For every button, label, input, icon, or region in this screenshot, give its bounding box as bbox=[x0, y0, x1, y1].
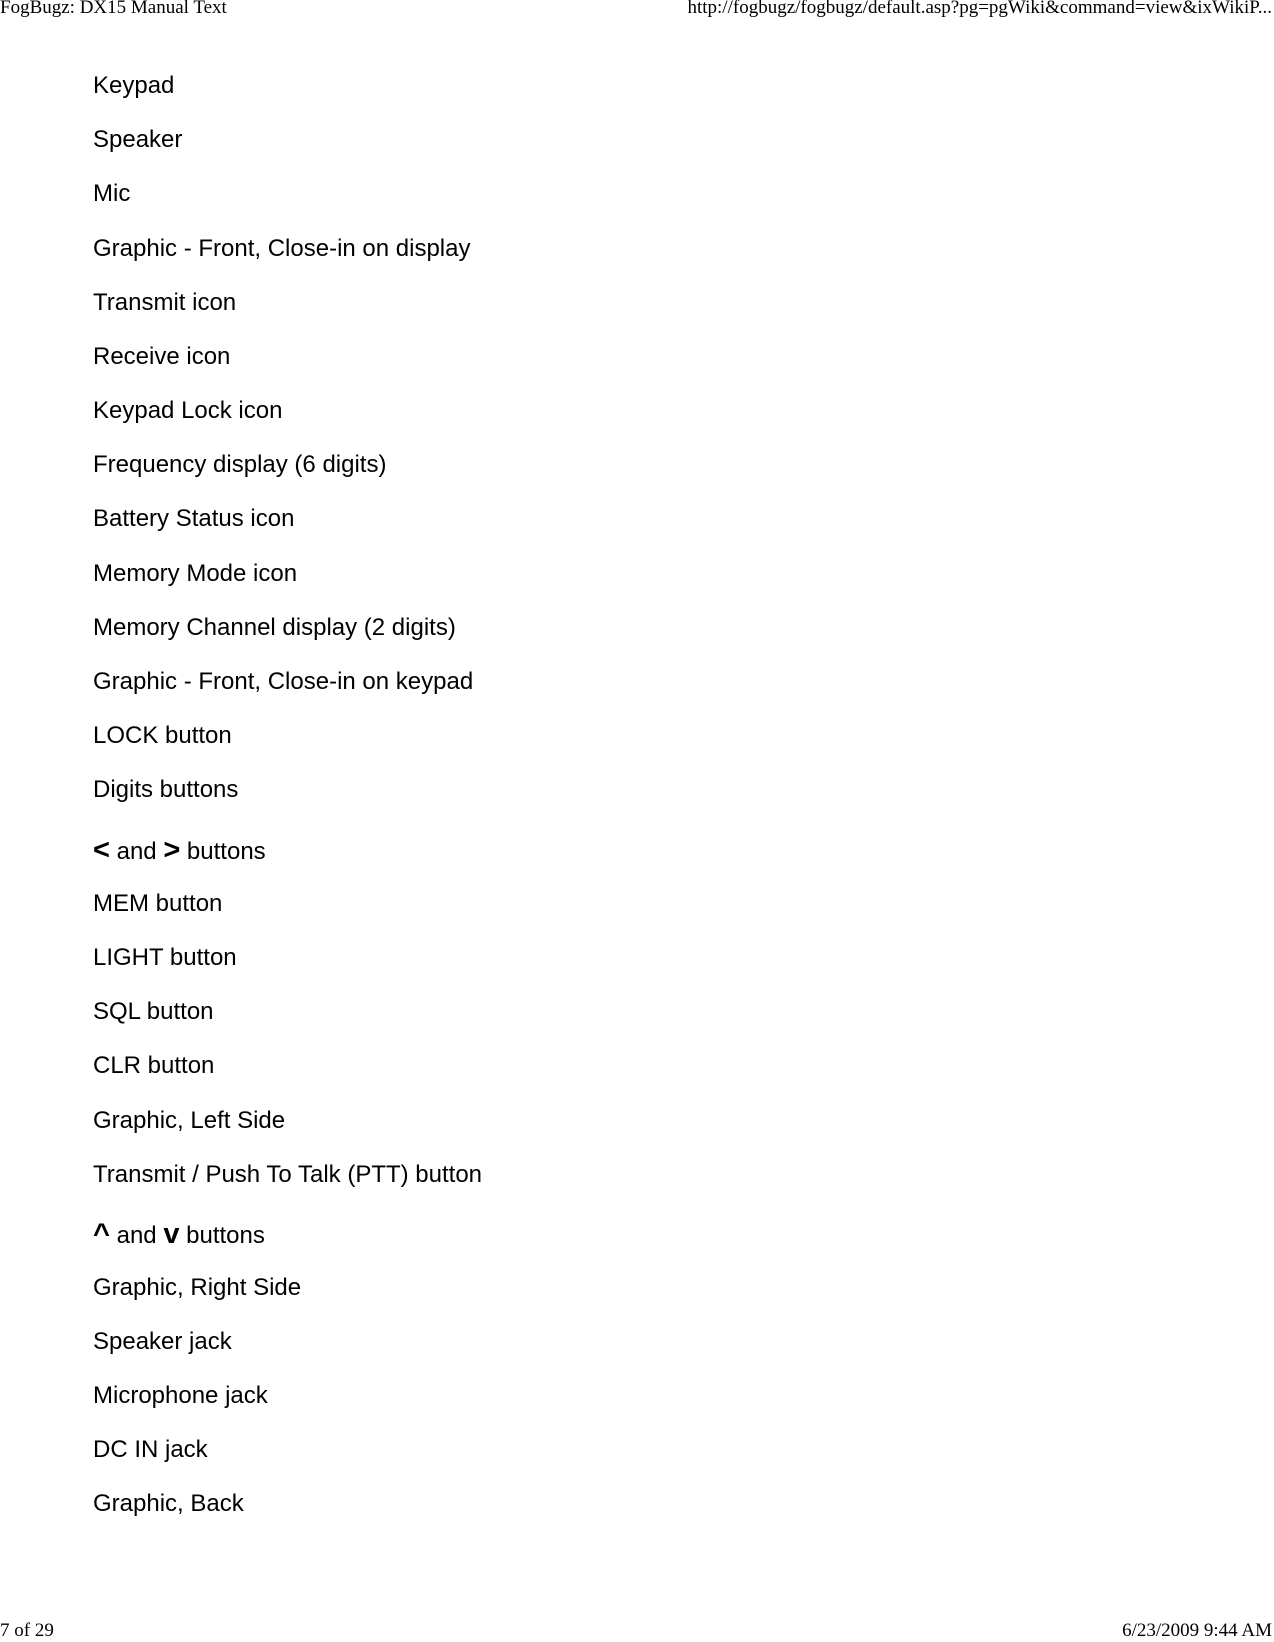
print-header bbox=[0, 0, 1274, 19]
right-arrow-symbol: > bbox=[163, 834, 181, 866]
list-item: MEM button bbox=[93, 890, 223, 917]
list-item: Graphic, Left Side bbox=[93, 1107, 286, 1134]
buttons-text: buttons bbox=[179, 1222, 265, 1249]
list-item: LOCK button bbox=[93, 722, 232, 749]
list-item: DC IN jack bbox=[93, 1436, 208, 1463]
buttons-text: buttons bbox=[180, 838, 266, 865]
list-item: Graphic - Front, Close-in on keypad bbox=[93, 668, 474, 695]
list-item: Battery Status icon bbox=[93, 505, 295, 532]
left-arrow-symbol: < bbox=[93, 834, 110, 866]
and-text: and bbox=[109, 1222, 164, 1249]
list-item: Digits buttons bbox=[93, 776, 239, 803]
down-arrow-symbol: v bbox=[163, 1218, 180, 1250]
list-item: Keypad bbox=[93, 72, 175, 99]
list-item: Speaker jack bbox=[93, 1328, 232, 1355]
list-item: Mic bbox=[93, 180, 131, 207]
and-text: and bbox=[109, 838, 164, 865]
list-item: Graphic, Back bbox=[93, 1490, 244, 1517]
list-item: Graphic - Front, Close-in on display bbox=[93, 235, 471, 262]
list-item: Memory Mode icon bbox=[93, 560, 298, 587]
list-item: LIGHT button bbox=[93, 944, 237, 971]
list-item: SQL button bbox=[93, 998, 214, 1025]
list-item: Transmit icon bbox=[93, 289, 237, 316]
list-item: Frequency display (6 digits) bbox=[93, 451, 387, 478]
page-url: http://fogbugz/fogbugz/default.asp?pg=pgWiki&command=view&ixWikiP... bbox=[687, 0, 1272, 18]
list-item: Speaker bbox=[93, 126, 183, 153]
list-item-up-down-buttons bbox=[93, 1219, 265, 1249]
list-item: Keypad Lock icon bbox=[93, 397, 283, 424]
print-footer bbox=[0, 1620, 1274, 1642]
list-item: Transmit / Push To Talk (PTT) button bbox=[93, 1161, 483, 1188]
print-datetime: 6/23/2009 9:44 AM bbox=[1122, 1620, 1272, 1641]
page-number: 7 of 29 bbox=[0, 1620, 54, 1641]
list-item: Receive icon bbox=[93, 343, 231, 370]
list-item-left-right-buttons bbox=[93, 835, 266, 865]
list-item: Graphic, Right Side bbox=[93, 1274, 302, 1301]
list-item: Microphone jack bbox=[93, 1382, 268, 1409]
list-item: Memory Channel display (2 digits) bbox=[93, 614, 456, 641]
up-arrow-symbol: ^ bbox=[93, 1218, 110, 1250]
page-title: FogBugz: DX15 Manual Text bbox=[0, 0, 227, 18]
list-item: CLR button bbox=[93, 1052, 215, 1079]
